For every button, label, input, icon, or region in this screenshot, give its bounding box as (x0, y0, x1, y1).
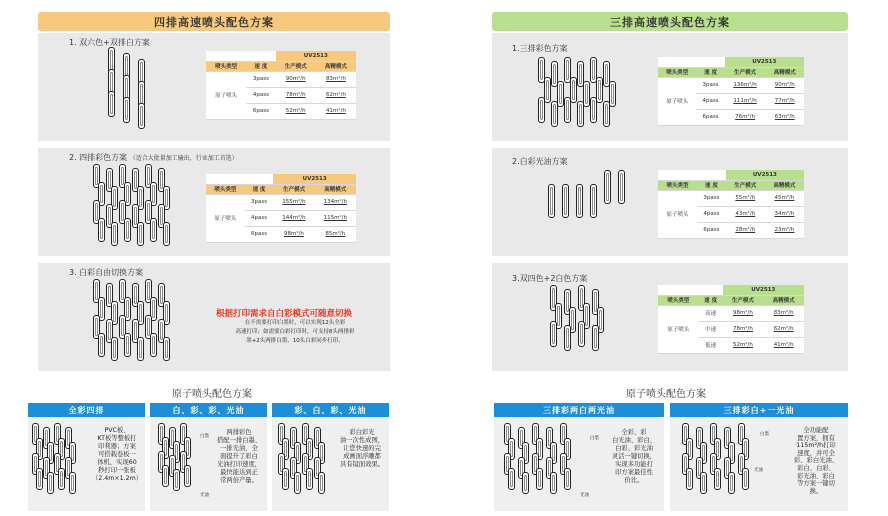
cell-hq: 41m²/h (763, 337, 804, 353)
col-speed: 速 度 (245, 184, 273, 194)
cell-hq: 83m²/h (316, 71, 356, 87)
card-color-white-color-varnish (272, 403, 389, 511)
card-desc: 全彩、彩 白光油、彩白、 白彩、彩光油 灵活一键切换， 实现多功能打 印方案最佳性 价比。 (611, 429, 657, 484)
print-head-icon (69, 472, 76, 494)
table-row (658, 190, 804, 206)
spec-table (658, 57, 804, 126)
print-head-icon (124, 333, 131, 357)
nozzle-diagram (538, 170, 648, 250)
cell-speed: 6pass (245, 226, 273, 242)
nozzle-diagram (93, 164, 203, 254)
print-head-icon (536, 468, 543, 490)
left-panel-1 (38, 33, 390, 141)
bottom-right-title: 原子喷头配色方案 (626, 389, 706, 400)
varnish-tag: 光油 (580, 493, 589, 498)
cell-production: 111m²/h (725, 93, 766, 109)
cell-speed: 3pass (697, 190, 726, 206)
card-desc: 全功能配 置方案，拥有 115m²/h打印 速度，并可全 彩、彩白光油、 彩白、白彩、 彩光油、彩白 等方案一键切 换。 (793, 427, 839, 495)
card-white-color-varnish (150, 403, 267, 511)
cell-production: 28m²/h (726, 222, 765, 238)
print-head-icon (583, 81, 590, 107)
left-panel-3 (38, 263, 390, 371)
print-head-icon (564, 468, 571, 490)
print-head-icon (742, 468, 749, 490)
panel-title: 1. 双六色+双排白方案 (69, 38, 150, 47)
cell-production: 55m²/h (726, 190, 765, 206)
col-hq: 高精模式 (763, 295, 804, 305)
print-head-icon (550, 321, 557, 347)
print-head-icon (522, 472, 529, 494)
table-row (658, 305, 804, 321)
table-model: UV2513 (726, 170, 804, 180)
cell-speed: 6pass (246, 103, 275, 119)
col-speed: 速 度 (699, 295, 723, 305)
cell-speed: 高速 (699, 305, 723, 321)
nozzle-diagram (278, 423, 338, 508)
print-head-icon (564, 325, 571, 351)
card-desc: 两排彩色 搭配一排白墨、 一排光油，全 面提升了彩白 光油打印速度， 最快能达到正 常两倍产量。 (216, 429, 262, 484)
print-head-icon (557, 81, 564, 107)
print-head-icon (544, 77, 551, 103)
print-head-icon (551, 101, 558, 127)
table-row (206, 71, 356, 87)
print-head-icon (98, 333, 105, 357)
left-panel-2 (38, 148, 390, 256)
print-head-icon (728, 472, 735, 494)
cell-head-type: 原子喷头 (206, 71, 246, 119)
cell-hq: 41m²/h (316, 103, 356, 119)
print-head-icon (173, 469, 180, 491)
print-head-icon (618, 170, 625, 204)
col-hq: 高精模式 (766, 67, 805, 77)
cell-speed: 4pass (245, 210, 273, 226)
print-head-icon (137, 222, 144, 246)
cell-hq: 90m²/h (766, 77, 805, 93)
bottom-left-title: 原子喷头配色方案 (172, 389, 252, 400)
print-head-icon (700, 472, 707, 494)
print-head-icon (111, 337, 118, 361)
col-head-type: 喷头类型 (658, 67, 696, 77)
card-bar: 三排彩两白两光油 (494, 403, 664, 417)
cell-speed: 4pass (697, 206, 726, 222)
cell-hq: 134m²/h (315, 194, 356, 210)
print-head-icon (550, 472, 557, 494)
print-head-icon (564, 97, 571, 123)
print-head-icon (592, 325, 599, 351)
nozzle-diagram (108, 47, 198, 137)
spec-table (206, 51, 356, 120)
spec-table (658, 170, 804, 239)
print-head-icon (603, 101, 610, 127)
right-panel-1 (492, 33, 848, 141)
print-head-icon (111, 222, 118, 246)
print-head-icon (570, 77, 577, 103)
cell-speed: 3pass (696, 77, 724, 93)
col-speed: 速 度 (696, 67, 724, 77)
nozzle-diagram (32, 423, 92, 508)
cell-speed: 6pass (696, 109, 724, 125)
nozzle-diagram (93, 279, 203, 369)
print-head-icon (47, 472, 54, 494)
card-bar: 彩、白、彩、光油 (272, 403, 389, 417)
panel-title: 2.白彩光油方案 (512, 157, 568, 166)
print-head-icon (36, 468, 43, 490)
print-head-icon (508, 468, 515, 490)
cell-production: 76m²/h (725, 109, 766, 125)
cell-speed: 4pass (246, 87, 275, 103)
print-head-icon (162, 465, 169, 487)
cell-head-type: 原子喷头 (658, 77, 696, 125)
panel-title: 1.三排彩色方案 (512, 44, 568, 53)
col-speed: 速 度 (697, 180, 726, 190)
col-head-type: 喷头类型 (658, 295, 699, 305)
nozzle-diagram (538, 285, 648, 365)
print-head-icon (590, 184, 597, 218)
print-head-icon (150, 333, 157, 357)
print-head-icon (163, 222, 170, 246)
varnish-tag: 光油 (754, 468, 763, 473)
col-hq: 高精模式 (315, 184, 356, 194)
cell-production: 43m²/h (726, 206, 765, 222)
cell-production: 52m²/h (276, 103, 316, 119)
white-ink-tag: 白墨 (760, 432, 769, 437)
cell-head-type: 原子喷头 (658, 190, 697, 238)
cell-hq: 63m²/h (766, 109, 805, 125)
card-full-color-four (28, 403, 145, 511)
cell-hq: 83m²/h (763, 305, 804, 321)
cell-speed: 6pass (697, 222, 726, 238)
print-head-icon (714, 468, 721, 490)
print-head-icon (548, 184, 555, 218)
cell-production: 144m²/h (273, 210, 314, 226)
panel-title: 3. 白彩自由切换方案 (69, 268, 144, 277)
col-production: 生产模式 (276, 61, 316, 71)
cell-speed: 中速 (699, 321, 723, 337)
cell-speed: 4pass (696, 93, 724, 109)
print-head-icon (604, 170, 611, 204)
print-head-icon (562, 184, 569, 218)
cell-production: 78m²/h (723, 321, 764, 337)
cell-production: 155m²/h (273, 194, 314, 210)
print-head-icon (596, 77, 603, 103)
cell-production: 78m²/h (276, 87, 316, 103)
cell-speed: 低速 (699, 337, 723, 353)
white-ink-tag: 白墨 (200, 434, 209, 439)
cell-production: 98m²/h (723, 305, 764, 321)
card-bar: 全彩四排 (28, 403, 145, 417)
cell-production: 136m²/h (725, 77, 766, 93)
col-head-type: 喷头类型 (658, 180, 697, 190)
right-section-header: 三排高速喷头配色方案 (492, 12, 848, 31)
print-head-icon (306, 468, 313, 490)
card-desc: 彩白彩光 油一次性成图， 让您快速的完 成画面浮雕都 具有镜面效果。 (339, 429, 385, 468)
cell-hq: 23m²/h (765, 222, 804, 238)
col-production: 生产模式 (723, 295, 764, 305)
table-model: UV2513 (725, 57, 804, 67)
nozzle-diagram (158, 423, 218, 508)
panel-title: 2. 四排彩色方案 （适合大批量加工输出，行业加工首选） (69, 153, 238, 162)
panel-title: 3.双四色+2白色方案 (512, 274, 588, 283)
table-model: UV2513 (273, 174, 356, 184)
print-head-icon (578, 321, 585, 347)
card-bar: 三排彩白+一光油 (670, 403, 848, 417)
print-head-icon (590, 97, 597, 123)
cell-hq: 85m²/h (315, 226, 356, 242)
print-head-icon (282, 468, 289, 490)
white-ink-tag: 白墨 (590, 436, 599, 441)
print-head-icon (184, 465, 191, 487)
card-bar: 白、彩、彩、光油 (150, 403, 267, 417)
col-head-type: 喷头类型 (206, 184, 245, 194)
cell-production: 52m²/h (723, 337, 764, 353)
right-panel-3 (492, 263, 848, 371)
print-head-icon (138, 103, 145, 129)
card-three-color-white-varnish (670, 403, 848, 511)
print-head-icon (294, 472, 301, 494)
right-panel-2 (492, 148, 848, 256)
col-production: 生产模式 (273, 184, 314, 194)
cell-hq: 77m²/h (766, 93, 805, 109)
cell-production: 98m²/h (273, 226, 314, 242)
print-head-icon (577, 101, 584, 127)
col-head-type: 喷头类型 (206, 61, 246, 71)
col-hq: 高精模式 (316, 61, 356, 71)
print-head-icon (150, 218, 157, 242)
print-head-icon (137, 337, 144, 361)
table-model: UV2513 (723, 285, 804, 295)
table-row (658, 77, 804, 93)
cell-head-type: 原子喷头 (206, 194, 245, 242)
print-head-icon (576, 184, 583, 218)
card-desc: PVC板、 KT板等整板打 印利器；方案 可搭载卷板一 体机，实现60 秒打印一张板 （2.4m×1.2m） (91, 427, 143, 482)
varnish-tag: 光油 (200, 493, 209, 498)
table-model: UV2513 (276, 51, 356, 61)
cell-hq: 115m²/h (315, 210, 356, 226)
switch-note-body: 在不需要打印白墨时，可以实现12头全彩 高速打印；如需要白彩打印时，可支持8头两排彩 墨+2头两排白墨，10头白彩同步打印。 (235, 320, 355, 344)
print-head-icon (124, 218, 131, 242)
col-speed: 速 度 (246, 61, 275, 71)
card-three-color-two-white-two-varnish (494, 403, 664, 511)
spec-table (206, 174, 356, 243)
spec-table (658, 285, 804, 354)
nozzle-diagram (538, 57, 648, 137)
print-head-icon (609, 81, 616, 107)
cell-hq: 45m²/h (765, 190, 804, 206)
print-head-icon (98, 218, 105, 242)
nozzle-diagram (504, 423, 604, 508)
col-production: 生产模式 (725, 67, 766, 77)
cell-speed: 3pass (246, 71, 275, 87)
print-head-icon (318, 472, 325, 494)
table-row (206, 194, 356, 210)
cell-hq: 62m²/h (316, 87, 356, 103)
print-head-icon (686, 468, 693, 490)
cell-head-type: 原子喷头 (658, 305, 699, 353)
cell-hq: 62m²/h (763, 321, 804, 337)
switch-note-title: 根据打印需求自白彩模式可随意切换 (216, 309, 353, 319)
cell-hq: 34m²/h (765, 206, 804, 222)
cell-speed: 3pass (245, 194, 273, 210)
cell-production: 90m²/h (276, 71, 316, 87)
col-production: 生产模式 (726, 180, 765, 190)
left-section-header: 四排高速喷头配色方案 (38, 12, 390, 31)
print-head-icon (123, 97, 130, 123)
col-hq: 高精模式 (765, 180, 804, 190)
print-head-icon (58, 468, 65, 490)
print-head-icon (163, 337, 170, 361)
print-head-icon (108, 91, 115, 117)
print-head-icon (538, 97, 545, 123)
